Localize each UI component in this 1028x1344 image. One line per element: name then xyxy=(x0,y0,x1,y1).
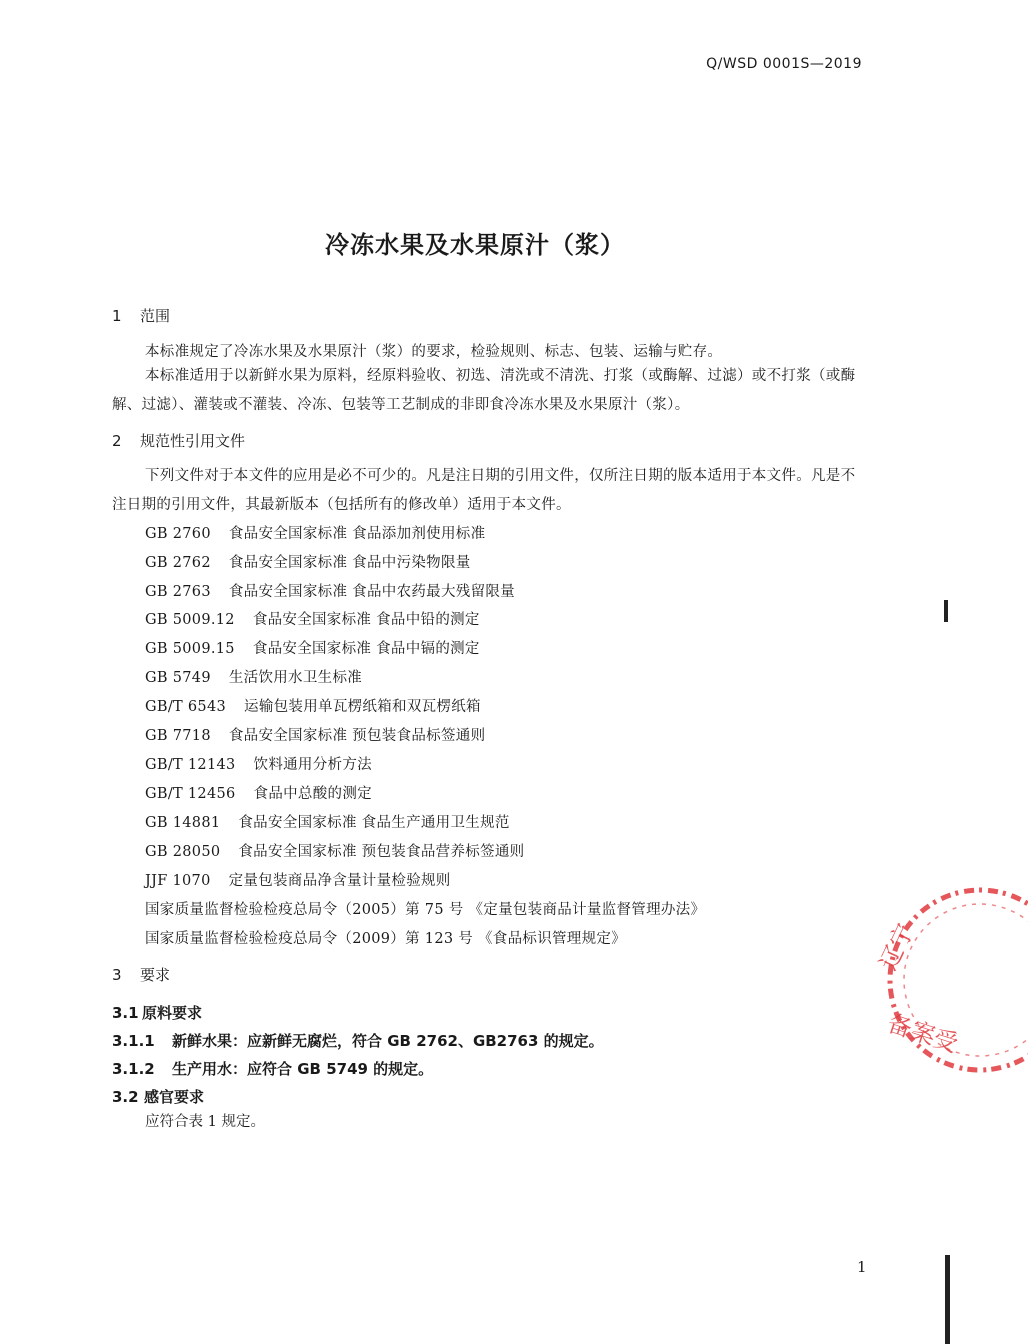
reference-name: 食品安全国家标准 预包装食品标签通则 xyxy=(228,728,486,744)
reference-name: 生活饮用水卫生标准 xyxy=(228,670,363,686)
section-number: 2 xyxy=(112,432,122,450)
reference-item xyxy=(145,608,480,629)
paragraph-scope-2: 本标准适用于以新鲜水果为原料，经原料验收、初选、清洗或不清洗、打浆（或酶解、过滤）或不打浆（或酶解、过滤）、灌装或不灌装、冷冻、包装等工艺制成的非即食冷冻水果及水果原汁（浆）。 xyxy=(112,368,856,413)
reference-name: 食品安全国家标准 食品添加剂使用标准 xyxy=(228,526,486,542)
reference-code: GB 14881 xyxy=(145,815,221,831)
reference-item xyxy=(145,637,480,658)
stamp-text-bottom: 备案受 xyxy=(884,1009,962,1058)
paragraph-scope-1: 本标准规定了冷冻水果及水果原汁（浆）的要求，检验规则、标志、包装、运输与贮存。 xyxy=(145,344,723,360)
subsection-heading-3-1 xyxy=(112,1002,202,1023)
reference-code: GB 5749 xyxy=(145,670,211,686)
reference-item xyxy=(145,840,524,861)
reference-code: GB/T 6543 xyxy=(145,699,227,715)
section-number: 3 xyxy=(112,966,122,984)
reference-code: GB 28050 xyxy=(145,844,221,860)
reference-code: GB/T 12456 xyxy=(145,786,236,802)
reference-code: GB 5009.15 xyxy=(145,641,235,657)
reference-item xyxy=(145,695,481,716)
reference-item xyxy=(145,724,485,745)
clause-text: 新鲜水果：应新鲜无腐烂，符合 GB 2762、GB2763 的规定。 xyxy=(172,1032,604,1050)
clause-3-1-1 xyxy=(112,1030,604,1051)
clause-number: 3.1.2 xyxy=(112,1060,155,1078)
reference-name: 定量包装商品净含量计量检验规则 xyxy=(228,873,451,889)
reference-name: 运输包装用单瓦楞纸箱和双瓦楞纸箱 xyxy=(244,699,481,715)
registration-stamp xyxy=(868,880,1028,1080)
section-title: 规范性引用文件 xyxy=(140,432,246,450)
reference-name: 食品安全国家标准 食品生产通用卫生规范 xyxy=(238,815,510,831)
section-heading-3 xyxy=(112,964,170,985)
section-title: 范围 xyxy=(140,307,171,325)
reference-item xyxy=(145,869,451,890)
section-title: 要求 xyxy=(140,966,171,984)
reference-order: 国家质量监督检验检疫总局令（2005）第 75 号 《定量包装商品计量监督管理办法》 xyxy=(145,902,706,918)
reference-name: 食品中总酸的测定 xyxy=(253,786,372,802)
reference-code: GB 7718 xyxy=(145,728,211,744)
reference-order: 国家质量监督检验检疫总局令（2009）第 123 号 《食品标识管理规定》 xyxy=(145,931,627,947)
subsection-number: 3.1 xyxy=(112,1004,139,1022)
reference-code: GB 5009.12 xyxy=(145,612,235,628)
subsection-heading-3-2 xyxy=(112,1086,204,1107)
reference-name: 食品安全国家标准 食品中铅的测定 xyxy=(252,612,480,628)
reference-code: GB 2763 xyxy=(145,584,211,600)
reference-code: GB 2760 xyxy=(145,526,211,542)
reference-code: GB/T 12143 xyxy=(145,757,236,773)
reference-name: 食品安全国家标准 食品中污染物限量 xyxy=(228,555,471,571)
reference-code: GB 2762 xyxy=(145,555,211,571)
reference-name: 食品安全国家标准 食品中镉的测定 xyxy=(252,641,480,657)
reference-name: 饮料通用分析方法 xyxy=(253,757,372,773)
section-heading-2 xyxy=(112,430,245,451)
document-title: 冷冻水果及水果原汁（浆） xyxy=(325,231,625,259)
reference-item xyxy=(145,522,485,543)
subsection-number: 3.2 xyxy=(112,1088,139,1106)
subsection-title: 感官要求 xyxy=(144,1088,205,1106)
page-number: 1 xyxy=(857,1258,867,1276)
reference-item xyxy=(145,753,372,774)
section-number: 1 xyxy=(112,307,122,325)
scan-edge-mark xyxy=(945,1255,950,1344)
reference-name: 食品安全国家标准 预包装食品营养标签通则 xyxy=(238,844,525,860)
section-heading-1 xyxy=(112,305,170,326)
stamp-text-top: 辽宁 xyxy=(874,919,920,975)
sensory-requirement-text: 应符合表 1 规定。 xyxy=(145,1114,265,1130)
scan-edge-mark xyxy=(944,600,948,622)
reference-item xyxy=(145,551,471,572)
paragraph-references-intro: 下列文件对于本文件的应用是必不可少的。凡是注日期的引用文件，仅所注日期的版本适用于本文件。凡是不注日期的引用文件，其最新版本（包括所有的修改单）适用于本文件。 xyxy=(112,468,856,513)
reference-item xyxy=(145,811,510,832)
reference-code: JJF 1070 xyxy=(145,873,211,889)
reference-item xyxy=(145,666,362,687)
standard-code: Q/WSD 0001S—2019 xyxy=(706,56,862,72)
reference-item xyxy=(145,580,515,601)
reference-name: 食品安全国家标准 食品中农药最大残留限量 xyxy=(228,584,515,600)
subsection-title: 原料要求 xyxy=(142,1004,203,1022)
clause-number: 3.1.1 xyxy=(112,1032,155,1050)
clause-3-1-2 xyxy=(112,1058,433,1079)
clause-text: 生产用水：应符合 GB 5749 的规定。 xyxy=(172,1060,434,1078)
reference-item xyxy=(145,782,372,803)
